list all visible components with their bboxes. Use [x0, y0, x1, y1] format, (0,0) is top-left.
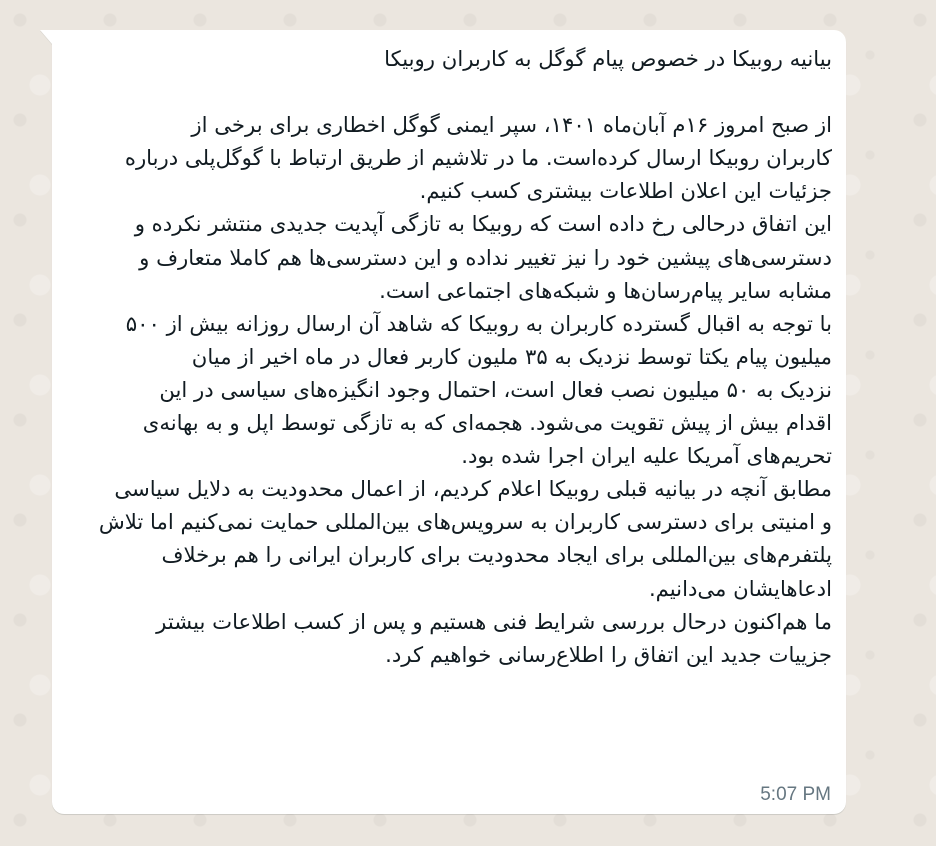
message-line: ادعاهایشان می‌دانیم. [648, 575, 832, 601]
message-line: جزییات جدید این اتفاق را اطلاع‌رسانی خواهیم کرد. [385, 641, 832, 667]
message-title: بیانیه روبیکا در خصوص پیام گوگل به کاربران روبیکا [384, 46, 832, 71]
message-line: و امنیتی برای دسترسی کاربران به سرویس‌های بین‌المللی حمایت نمی‌کنیم اما تلاش [98, 509, 832, 535]
message-line: تحریم‌های آمریکا علیه ایران اجرا شده بود. [461, 443, 832, 469]
message-line: نزدیک به ۵۰ میلیون نصب فعال است، احتمال وجود انگیزه‌های سیاسی در این [159, 376, 832, 402]
message-line: اقدام بیش از پیش تقویت می‌شود. هجمه‌ای که به تازگی توسط اپل و به بهانه‌ی [142, 410, 832, 436]
message-text[interactable] [74, 42, 832, 671]
message-line: میلیون پیام یکتا توسط نزدیک به ۳۵ ملیون کاربر فعال در ماه اخیر از میان [191, 343, 832, 369]
message-line: با توجه به اقبال گسترده کاربران به روبیکا که شاهد آن ارسال روزانه بیش از ۵۰۰ [125, 310, 832, 336]
message-line: این اتفاق درحالی رخ داده است که روبیکا به تازگی آپدیت جدیدی منتشر نکرده و [134, 211, 832, 237]
message-line: ما هم‌اکنون درحال بررسی شرایط فنی هستیم و پس از کسب اطلاعات بیشتر [156, 608, 832, 634]
message-line: مطابق آنچه در بیانیه قبلی روبیکا اعلام کردیم، از اعمال محدودیت به دلایل سیاسی [114, 476, 832, 502]
message-line: کاربران روبیکا ارسال کرده‌است. ما در تلاشیم از طریق ارتباط با گوگل‌پلی درباره [124, 145, 832, 171]
message-line: از صبح امروز ۱۶م آبان‌ماه ۱۴۰۱، سپر ایمنی گوگل اخطاری برای برخی از [191, 112, 832, 138]
message-line: دسترسی‌های پیشین خود را نیز تغییر نداده و این دسترسی‌ها هم کاملا متعارف و [139, 244, 832, 270]
message-bubble-tail [40, 30, 52, 44]
message-line: پلتفرم‌های بین‌المللی برای ایجاد محدودیت برای کاربران ایرانی را هم برخلاف [161, 542, 832, 568]
message-spacer [74, 75, 832, 108]
message-bubble[interactable] [52, 30, 846, 814]
message-timestamp: 5:07 PM [760, 784, 831, 805]
message-line: جزئیات این اعلان اطلاعات بیشتری کسب کنیم. [419, 178, 832, 204]
message-line: مشابه سایر پیام‌رسان‌ها و شبکه‌های اجتماعی است. [379, 277, 832, 303]
